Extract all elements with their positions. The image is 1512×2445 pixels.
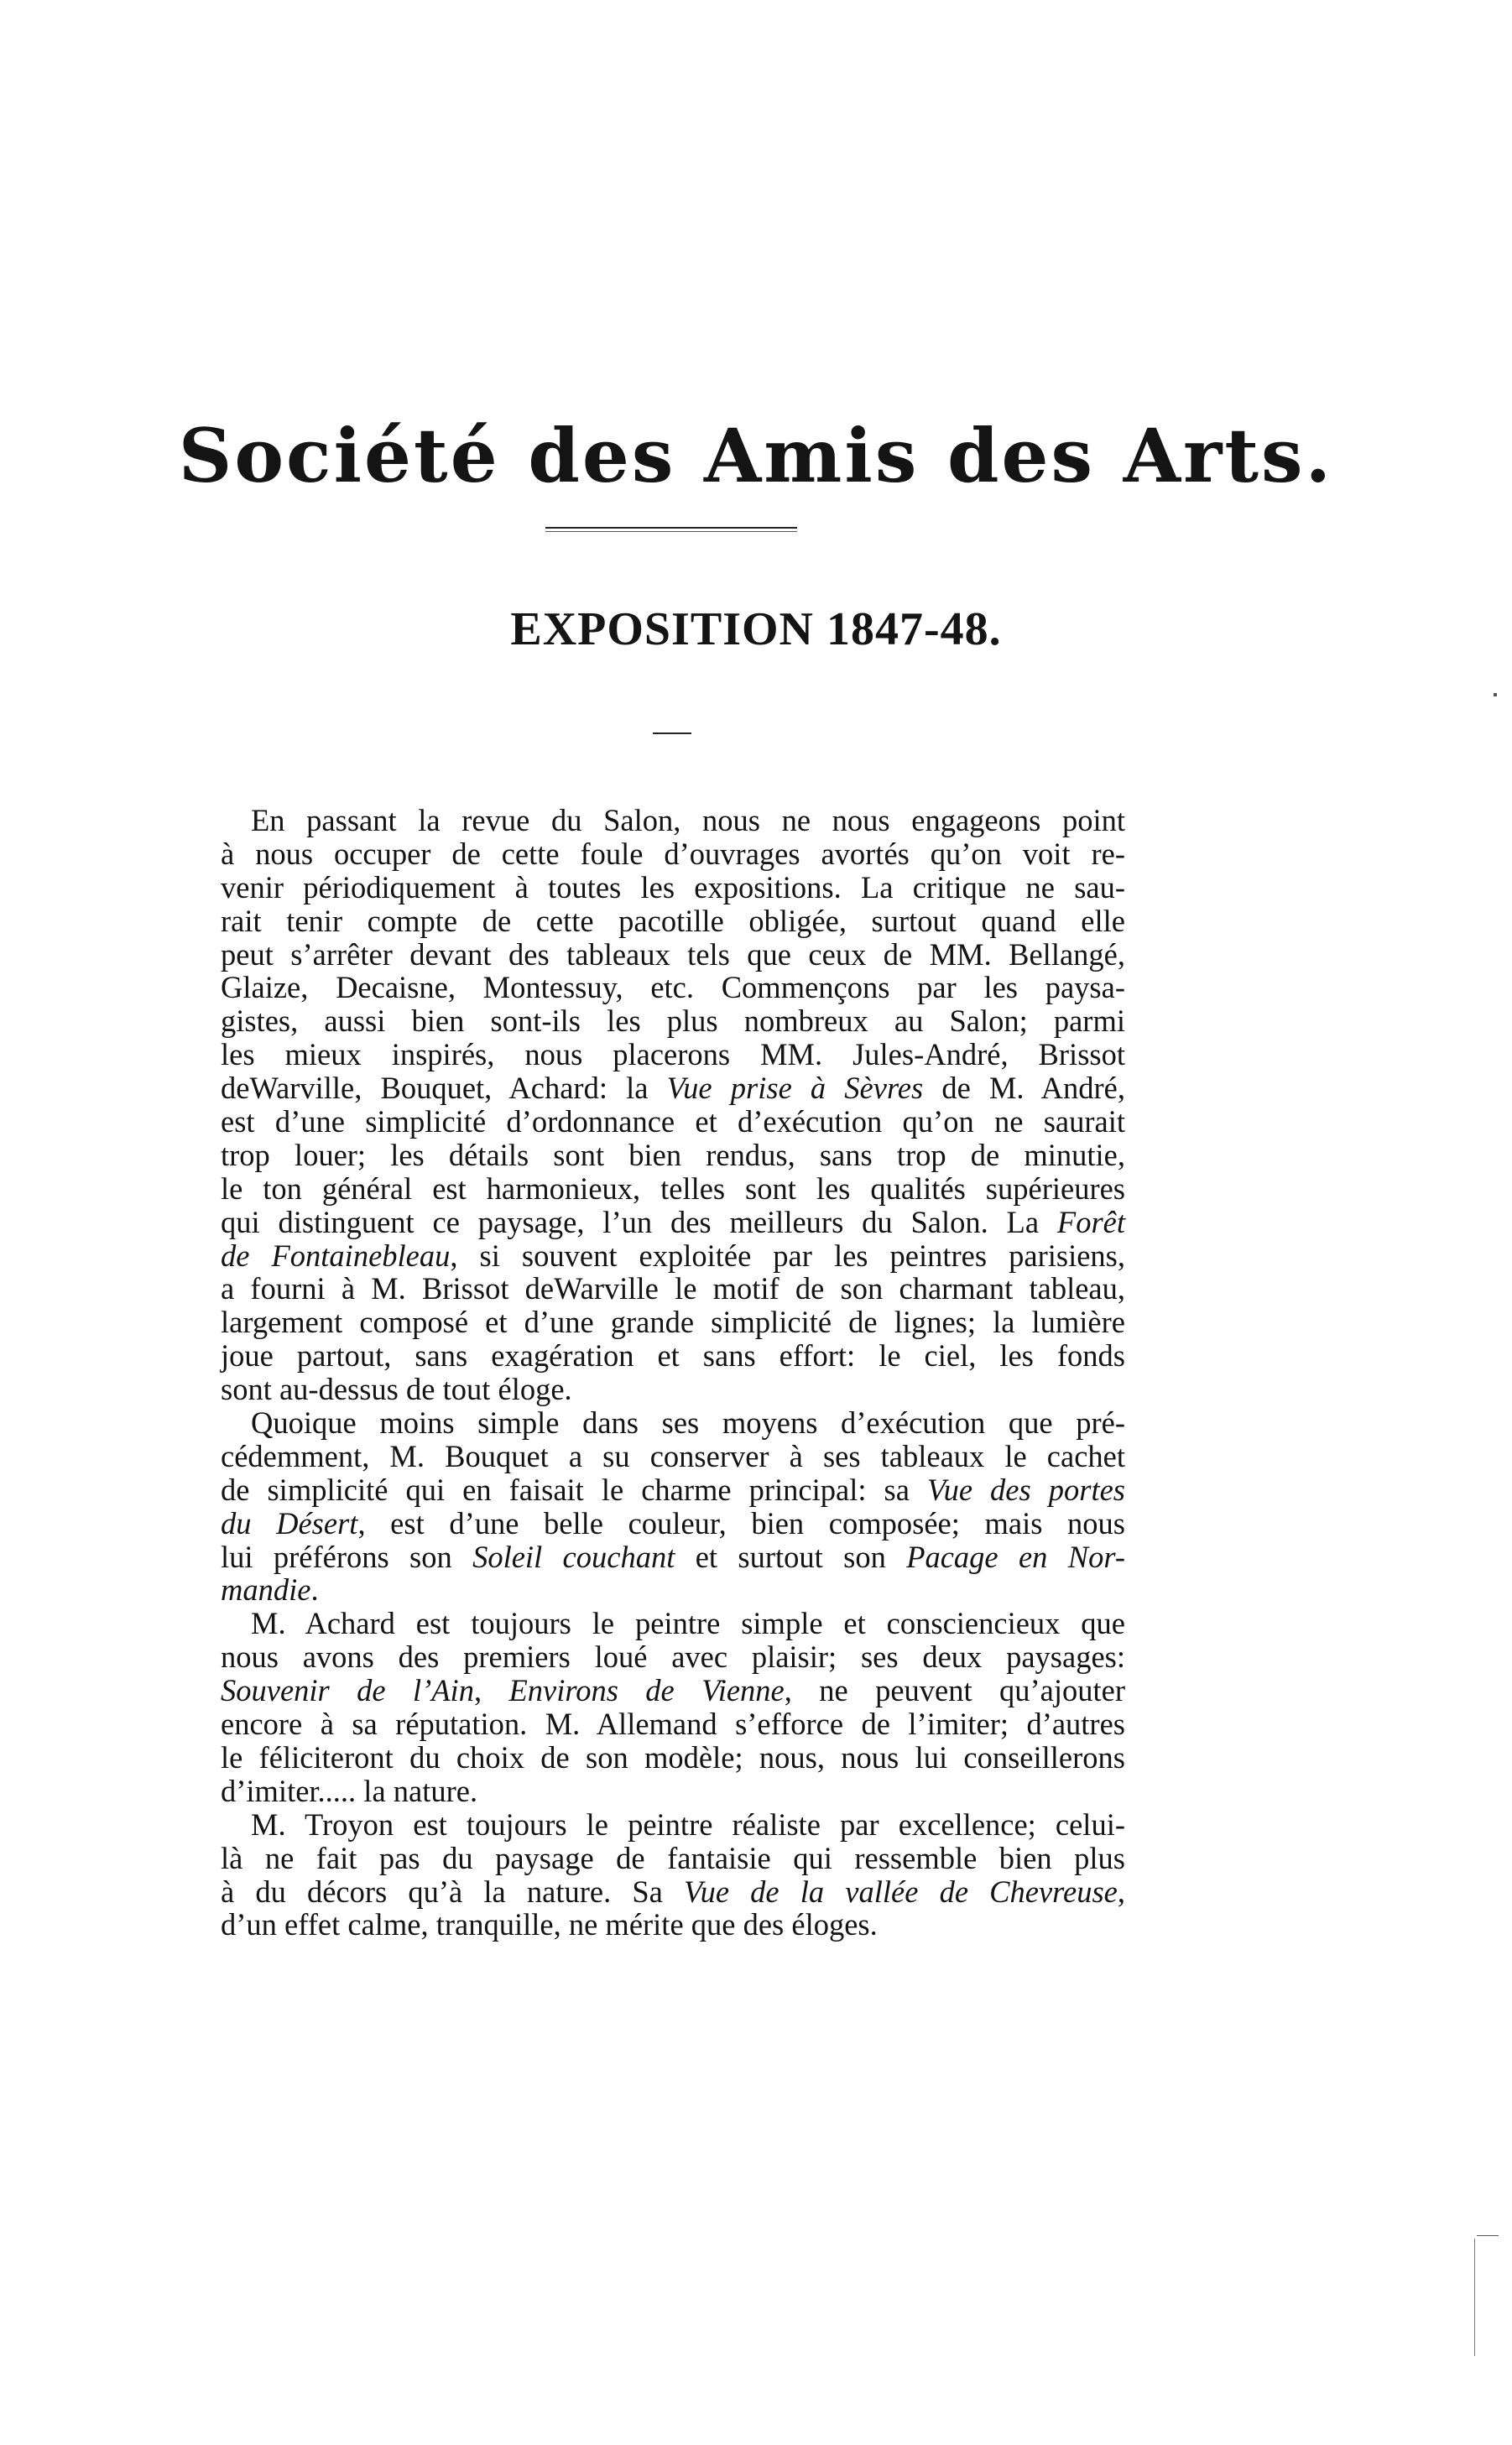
text-segment: , ne peuvent qu’ajouter: [784, 1673, 1126, 1708]
text-segment: qui distinguent ce paysage, l’un des meilleurs du Salon. La: [221, 1204, 1057, 1239]
text-line: [221, 1775, 1125, 1808]
title-divider: [545, 527, 797, 532]
text-line: [221, 1105, 1125, 1139]
text-line: [221, 1440, 1125, 1473]
body-text: [221, 804, 1125, 1942]
text-line: [221, 1842, 1125, 1875]
text-line: [221, 1004, 1125, 1038]
text-segment: En passant la revue du Salon, nous ne nous engageons point: [251, 803, 1125, 837]
text-line: [221, 1573, 1125, 1607]
text-segment: d’un effet calme, tranquille, ne mérite que des éloges.: [221, 1907, 878, 1942]
text-segment: ,: [1117, 1874, 1125, 1909]
heading-divider: [653, 732, 691, 734]
text-line: [221, 1071, 1125, 1105]
text-line: [221, 1875, 1125, 1909]
italic-title-text: Forêt: [1056, 1204, 1125, 1239]
italic-title-text: Vue de la vallée de Chevreuse: [683, 1874, 1118, 1909]
text-segment: largement composé et d’une grande simplicité de lignes; la lumière: [221, 1305, 1125, 1340]
text-segment: rait tenir compte de cette pacotille obligée, surtout quand elle: [221, 903, 1125, 938]
text-segment: et surtout son: [675, 1539, 907, 1574]
italic-title-text: de Fontainebleau: [221, 1238, 451, 1273]
italic-title-text: Vue prise à Sèvres: [666, 1071, 924, 1106]
margin-speck: [1494, 693, 1497, 696]
text-line: [221, 1707, 1125, 1741]
text-segment: le féliciteront du choix de son modèle; nous, nous lui conseillerons: [221, 1739, 1125, 1775]
text-segment: venir périodiquement à toutes les expositions. La critique ne sau-: [221, 869, 1125, 904]
text-line: [221, 1306, 1125, 1339]
text-line: [221, 1808, 1125, 1842]
text-segment: gistes, aussi bien sont-ils les plus nombreux au Salon; parmi: [221, 1004, 1125, 1039]
text-segment: deWarville, Bouquet, Achard: la: [221, 1071, 667, 1106]
text-line: [221, 971, 1125, 1004]
text-line: [221, 1038, 1125, 1071]
text-segment: le ton général est harmonieux, telles sont les qualités supérieures: [221, 1170, 1125, 1206]
text-segment: cédemment, M. Bouquet a su conserver à ses tableaux le cachet: [221, 1438, 1125, 1473]
text-line: [221, 1206, 1125, 1239]
text-segment: M. Achard est toujours le peintre simple et consciencieux que: [251, 1606, 1125, 1641]
margin-speck: [1477, 2235, 1499, 2236]
text-segment: M. Troyon est toujours le peintre réaliste par excellence; celui-: [251, 1806, 1125, 1842]
text-segment: Glaize, Decaisne, Montessuy, etc. Commençons par les paysa-: [221, 970, 1125, 1005]
text-segment: lui préférons son: [221, 1539, 473, 1574]
text-line: [221, 1674, 1125, 1707]
text-line: [221, 1139, 1125, 1172]
italic-title-text: du Désert: [221, 1505, 358, 1541]
text-line: [221, 1406, 1125, 1440]
text-line: [221, 904, 1125, 938]
text-segment: est d’une simplicité d’ordonnance et d’exécution qu’on ne saurait: [221, 1104, 1125, 1139]
text-segment: peut s’arrêter devant des tableaux tels que ceux de MM. Bellangé,: [221, 936, 1125, 972]
text-segment: ,: [473, 1673, 509, 1708]
text-segment: à nous occuper de cette foule d’ouvrages avortés qu’on voit re-: [221, 836, 1125, 871]
text-line: [221, 1507, 1125, 1541]
text-segment: d’imiter..... la nature.: [221, 1773, 478, 1808]
exposition-heading: EXPOSITION 1847-48.: [510, 603, 1002, 655]
text-segment: de M. André,: [923, 1071, 1125, 1106]
italic-title-text: Environs de Vienne: [508, 1673, 785, 1708]
text-segment: a fourni à M. Brissot deWarville le motif de son charmant tableau,: [221, 1271, 1125, 1306]
text-line: [221, 871, 1125, 904]
text-segment: Quoique moins simple dans ses moyens d’exécution que pré-: [251, 1405, 1125, 1441]
text-segment: , si souvent exploitée par les peintres parisiens,: [450, 1238, 1125, 1273]
text-line: [221, 1640, 1125, 1674]
text-line: [221, 1172, 1125, 1206]
italic-title-text: Souvenir de l’Ain: [221, 1673, 474, 1708]
italic-title-text: Pacage en Nor-: [906, 1539, 1125, 1574]
text-line: [221, 1373, 1125, 1406]
text-segment: de simplicité qui en faisait le charme principal: sa: [221, 1472, 927, 1507]
text-line: [221, 1741, 1125, 1775]
text-segment: à du décors qu’à la nature. Sa: [221, 1874, 684, 1909]
text-line: [221, 1339, 1125, 1373]
text-line: [221, 804, 1125, 837]
page-title: Société des Amis des Arts.: [178, 411, 1334, 499]
text-segment: nous avons des premiers loué avec plaisir; ses deux paysages:: [221, 1640, 1125, 1675]
text-segment: joue partout, sans exagération et sans effort: le ciel, les fonds: [221, 1338, 1125, 1374]
italic-title-text: Soleil couchant: [472, 1539, 675, 1574]
text-segment: encore à sa réputation. M. Allemand s’efforce de l’imiter; d’autres: [221, 1707, 1125, 1742]
text-line: [221, 1607, 1125, 1640]
text-line: [221, 938, 1125, 972]
italic-title-text: mandie: [221, 1572, 311, 1608]
text-line: [221, 1541, 1125, 1574]
text-segment: , est d’une belle couleur, bien composée; mais nous: [357, 1505, 1126, 1541]
text-line: [221, 1272, 1125, 1306]
text-line: [221, 1908, 1125, 1942]
text-segment: .: [310, 1572, 319, 1608]
text-line: [221, 1239, 1125, 1273]
margin-speck: [1474, 2239, 1475, 2356]
text-line: [221, 1473, 1125, 1507]
text-line: [221, 837, 1125, 871]
italic-title-text: Vue des portes: [926, 1472, 1125, 1507]
text-segment: trop louer; les détails sont bien rendus, sans trop de minutie,: [221, 1137, 1125, 1172]
text-segment: sont au-dessus de tout éloge.: [221, 1372, 572, 1407]
text-segment: là ne fait pas du paysage de fantaisie qui ressemble bien plus: [221, 1840, 1125, 1875]
text-segment: les mieux inspirés, nous placerons MM. Jules-André, Brissot: [221, 1037, 1125, 1072]
